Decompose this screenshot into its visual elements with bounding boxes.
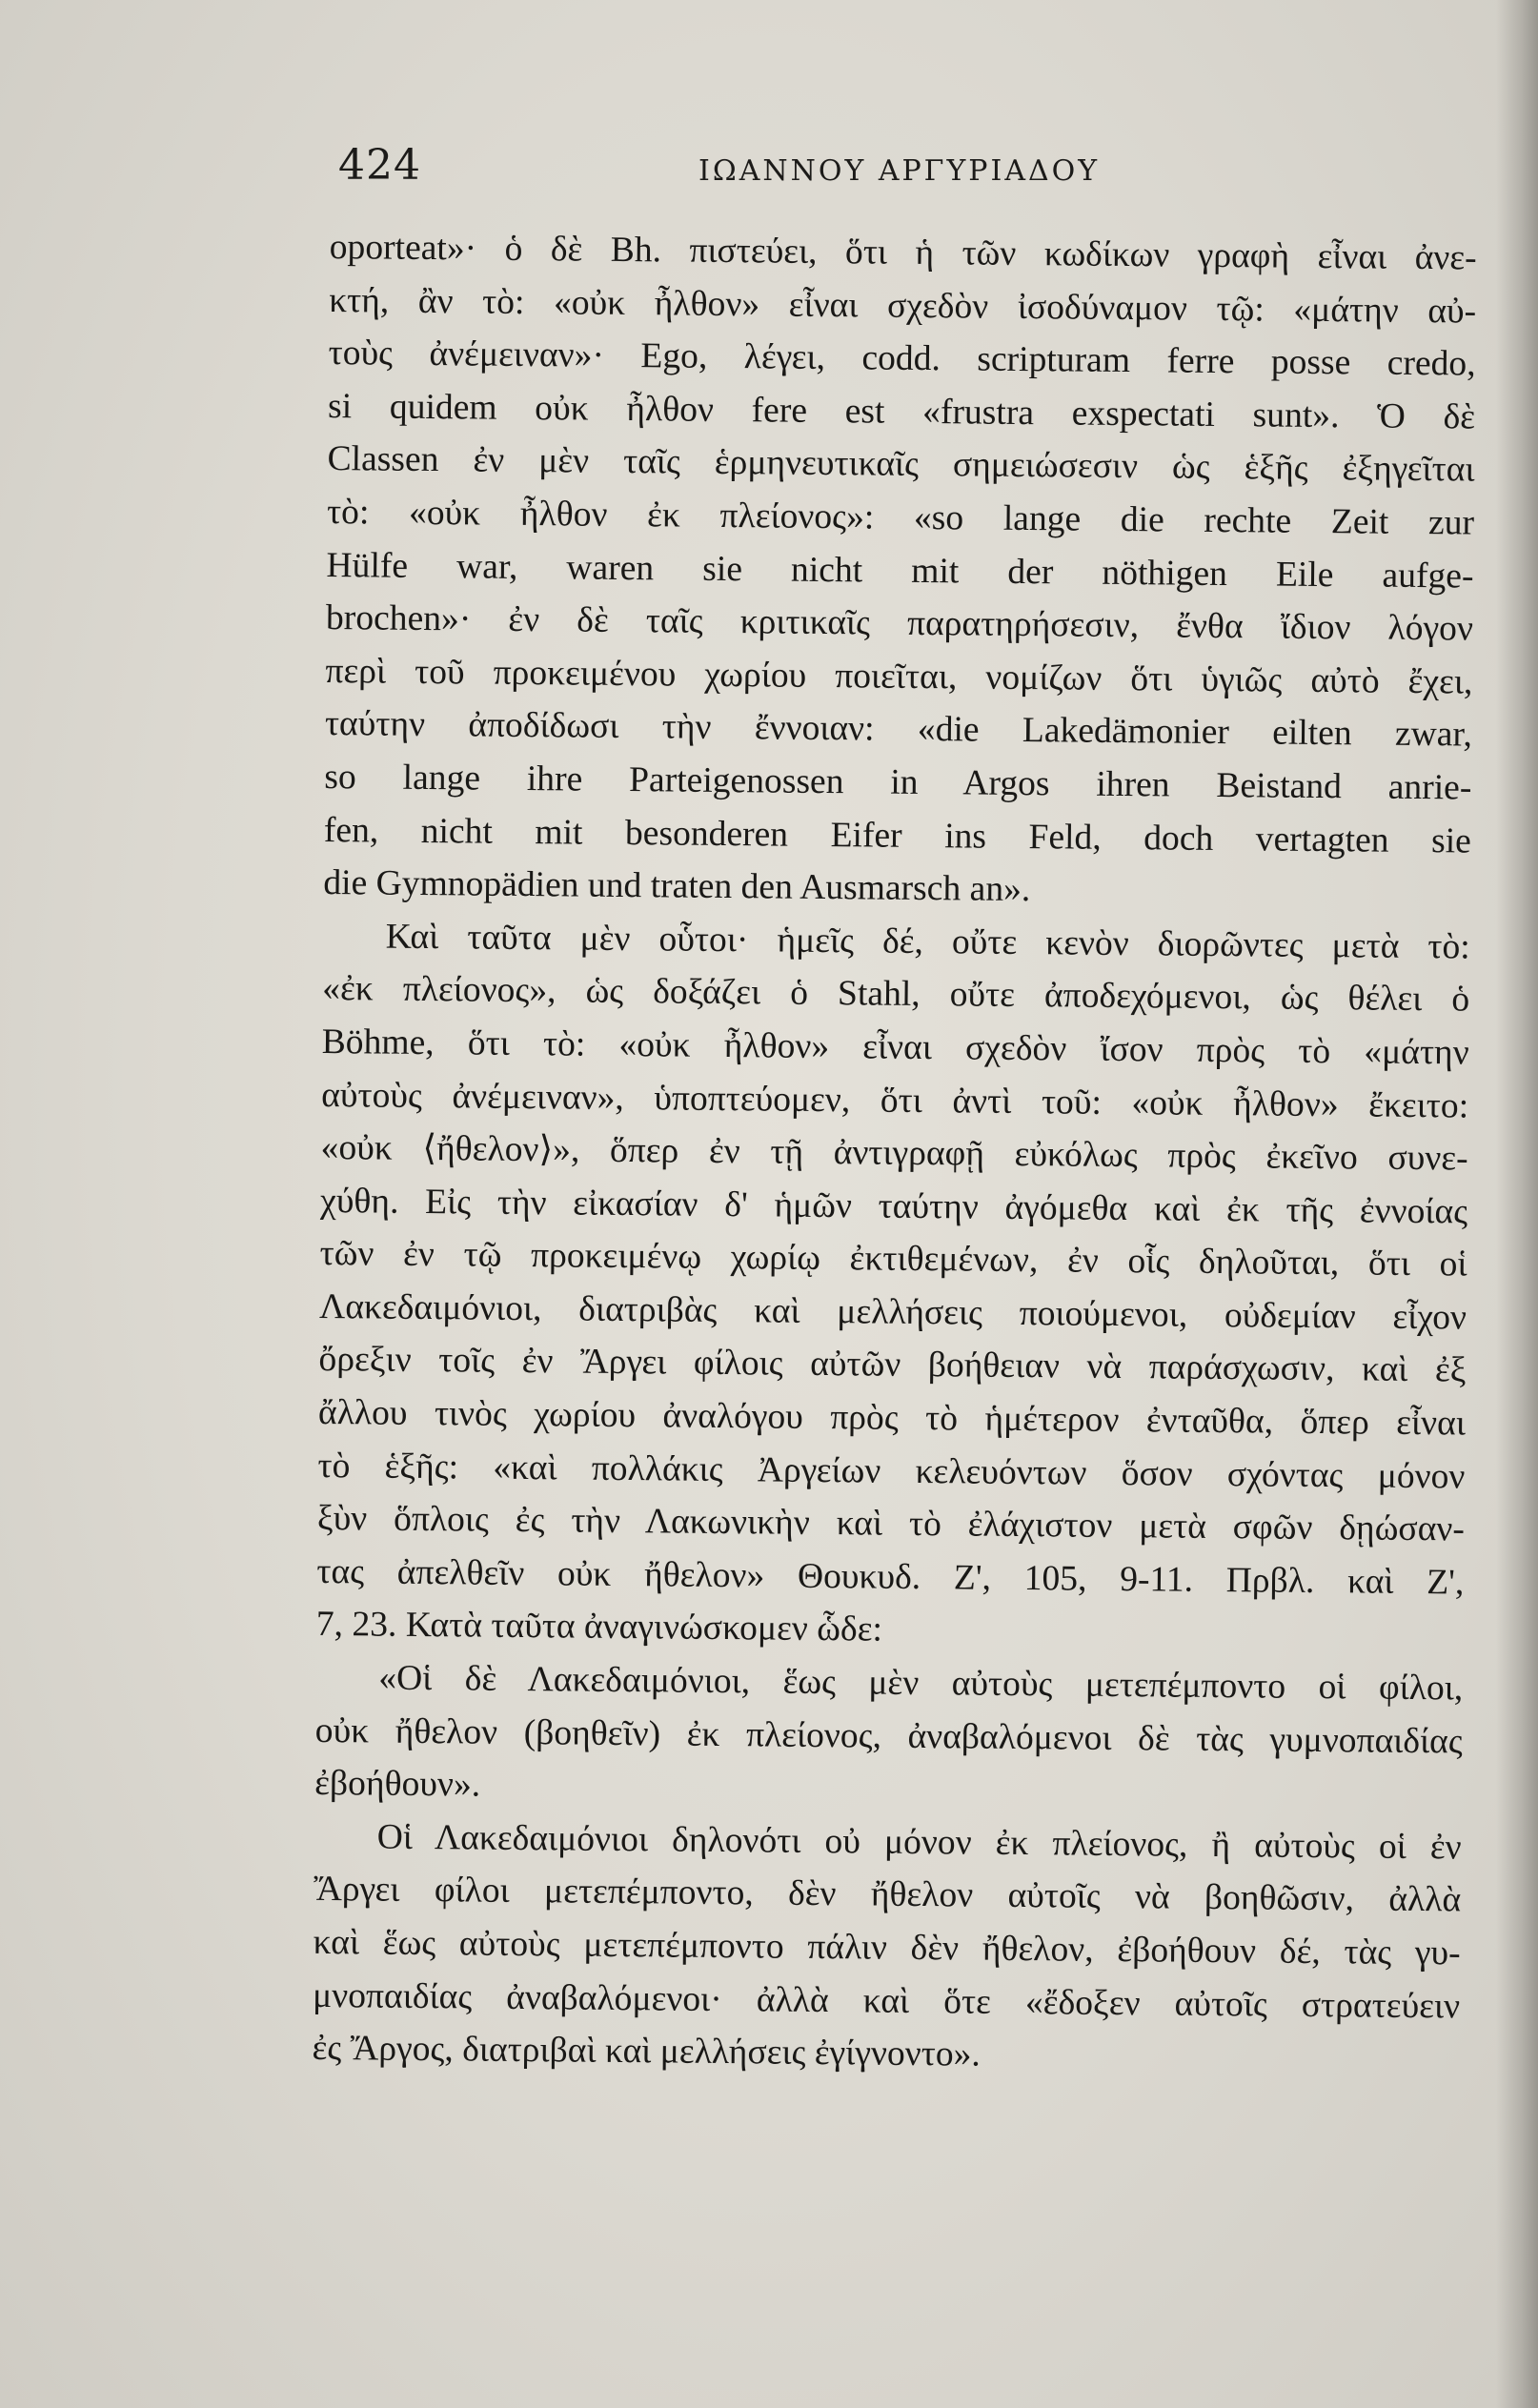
page-number: 424 <box>338 141 421 190</box>
text-line: die Gymnopädien und traten den Ausmarsch an». <box>323 863 1031 910</box>
text-line: Λακεδαιμόνιοι, διατριβὰς καὶ μελλήσεις ποιούμενοι, οὐδεμίαν εἶχον <box>318 1286 1467 1338</box>
text-line: περὶ τοῦ προκειμένου χωρίου ποιεῖται, νομίζων ὅτι ὑγιῶς αὐτὸ ἔχει, <box>325 651 1473 702</box>
text-line: Classen ἐν μὲν ταῖς ἑρμηνευτικαῖς σημειώσεσιν ὡς ἑξῆς ἐξηγεῖται <box>327 439 1475 490</box>
text-line: brochen»· ἐν δὲ ταῖς κριτικαῖς παρατηρήσεσιν, ἔνθα ἴδιον λόγον <box>325 598 1474 649</box>
text-line: ἐς Ἄργος, διατριβαὶ καὶ μελλήσεις ἐγίγνοντο». <box>312 2029 981 2074</box>
text-line: Οἱ Λακεδαιμόνιοι δηλονότι οὐ μόνον ἐκ πλείονος, ἢ αὐτοὺς οἱ ἐν <box>376 1817 1462 1868</box>
text-line: τοὺς ἀνέμειναν»· Ego, λέγει, codd. scripturam ferre posse credo, <box>328 334 1476 384</box>
text-line: 7, 23. Κατὰ ταῦτα ἀναγινώσκομεν ὧδε: <box>315 1605 883 1650</box>
text-line: Böhme, ὅτι τὸ: «οὐκ ἦλθον» εἶναι σχεδὸν ἴσον πρὸς τὸ «μάτην <box>321 1022 1469 1073</box>
text-line: καὶ ἕως αὐτοὺς μετεπέμποντο πάλιν δὲν ἤθελον, ἐβοήθουν δέ, τὰς γυ- <box>313 1922 1461 1973</box>
text-line: Καὶ ταῦτα μὲν οὗτοι· ἡμεῖς δέ, οὔτε κενὸν διορῶντες μετὰ τὸ: <box>385 917 1470 967</box>
text-line: si quidem οὐκ ἦλθον fere est «frustra exspectati sunt». Ὁ δὲ <box>327 386 1476 437</box>
text-line: τὸ ἑξῆς: «καὶ πολλάκις Ἀργείων κελευόντων ὅσον σχόντας μόνον <box>317 1446 1466 1497</box>
text-line: οὐκ ἤθελον (βοηθεῖν) ἐκ πλείονος, ἀναβαλόμενοι δὲ τὰς γυμνοπαιδίας <box>314 1710 1463 1762</box>
text-line: χύθη. Εἰς τὴν εἰκασίαν δ' ἡμῶν ταύτην ἀγόμεθα καὶ ἐκ τῆς ἐννοίας <box>319 1181 1468 1232</box>
running-head: ΙΩΑΝΝΟΥ ΑΡΓΥΡΙΑΔΟΥ <box>698 154 1101 188</box>
text-line: so lange ihre Parteigenossen in Argos ihren Beistand anrie- <box>324 757 1472 808</box>
text-line: «Οἱ δὲ Λακεδαιμόνιοι, ἕως μὲν αὐτοὺς μετεπέμποντο οἱ φίλοι, <box>378 1658 1464 1709</box>
text-line: τῶν ἐν τῷ προκειμένῳ χωρίῳ ἐκτιθεμένων, ἐν οἷς δηλοῦται, ὅτι οἱ <box>319 1234 1467 1285</box>
text-line: ἄλλου τινὸς χωρίου ἀναλόγου πρὸς τὸ ἡμέτερον ἐνταῦθα, ὅπερ εἶναι <box>317 1393 1467 1444</box>
text-line: ταύτην ἀποδίδωσι τὴν ἔννοιαν: «die Lakedämonier eilten zwar, <box>324 704 1473 755</box>
text-line: Ἄργει φίλοι μετεπέμποντο, δὲν ἤθελον αὐτοῖς νὰ βοηθῶσιν, ἀλλὰ <box>313 1870 1462 1920</box>
text-line: Hülfe war, waren sie nicht mit der nöthigen Eile aufge- <box>326 545 1474 597</box>
text-line: αὐτοὺς ἀνέμειναν», ὑποπτεύομεν, ὅτι ἀντὶ τοῦ: «οὐκ ἦλθον» ἔκειτο: <box>321 1075 1469 1126</box>
page-header <box>338 141 1472 198</box>
text-line: ἐβοήθουν». <box>314 1764 481 1805</box>
text-line: μνοπαιδίας ἀναβαλόμενοι· ἀλλὰ καὶ ὅτε «ἔδοξεν αὐτοῖς στρατεύειν <box>312 1975 1461 2027</box>
text-line: κτή, ἂν τὸ: «οὐκ ἦλθον» εἶναι σχεδὸν ἰσοδύναμον τῷ: «μάτην αὐ- <box>329 280 1477 332</box>
body-text <box>312 221 1477 2086</box>
text-line: fen, nicht mit besonderen Eifer ins Feld, doch vertagten sie <box>323 810 1472 861</box>
page-gutter-shadow <box>1496 0 1538 2408</box>
text-line: ξὺν ὅπλοις ἐς τὴν Λακωνικὴν καὶ τὸ ἐλάχιστον μετὰ σφῶν δῃώσαν- <box>316 1499 1466 1549</box>
text-line: «ἐκ πλείονος», ὡς δοξάζει ὁ Stahl, οὔτε ἀποδεχόμενοι, ὡς θέλει ὁ <box>322 969 1470 1020</box>
text-line: τας ἀπελθεῖν οὐκ ἤθελον» Θουκυδ. Ζ', 105, 9-11. Πρβλ. καὶ Ζ', <box>316 1551 1465 1603</box>
text-line: ὄρεξιν τοῖς ἐν Ἄργει φίλοις αὐτῶν βοήθειαν νὰ παράσχωσιν, καὶ ἐξ <box>318 1340 1467 1390</box>
text-line: τὸ: «οὐκ ἦλθον ἐκ πλείονος»: «so lange die rechte Zeit zur <box>326 492 1475 543</box>
text-line: oporteat»· ὁ δὲ Bh. πιστεύει, ὅτι ἡ τῶν κωδίκων γραφὴ εἶναι ἀνε- <box>329 227 1477 278</box>
text-line: «οὐκ ⟨ἤθελον⟩», ὅπερ ἐν τῇ ἀντιγραφῇ εὐκόλως πρὸς ἐκεῖνο συνε- <box>320 1128 1468 1179</box>
